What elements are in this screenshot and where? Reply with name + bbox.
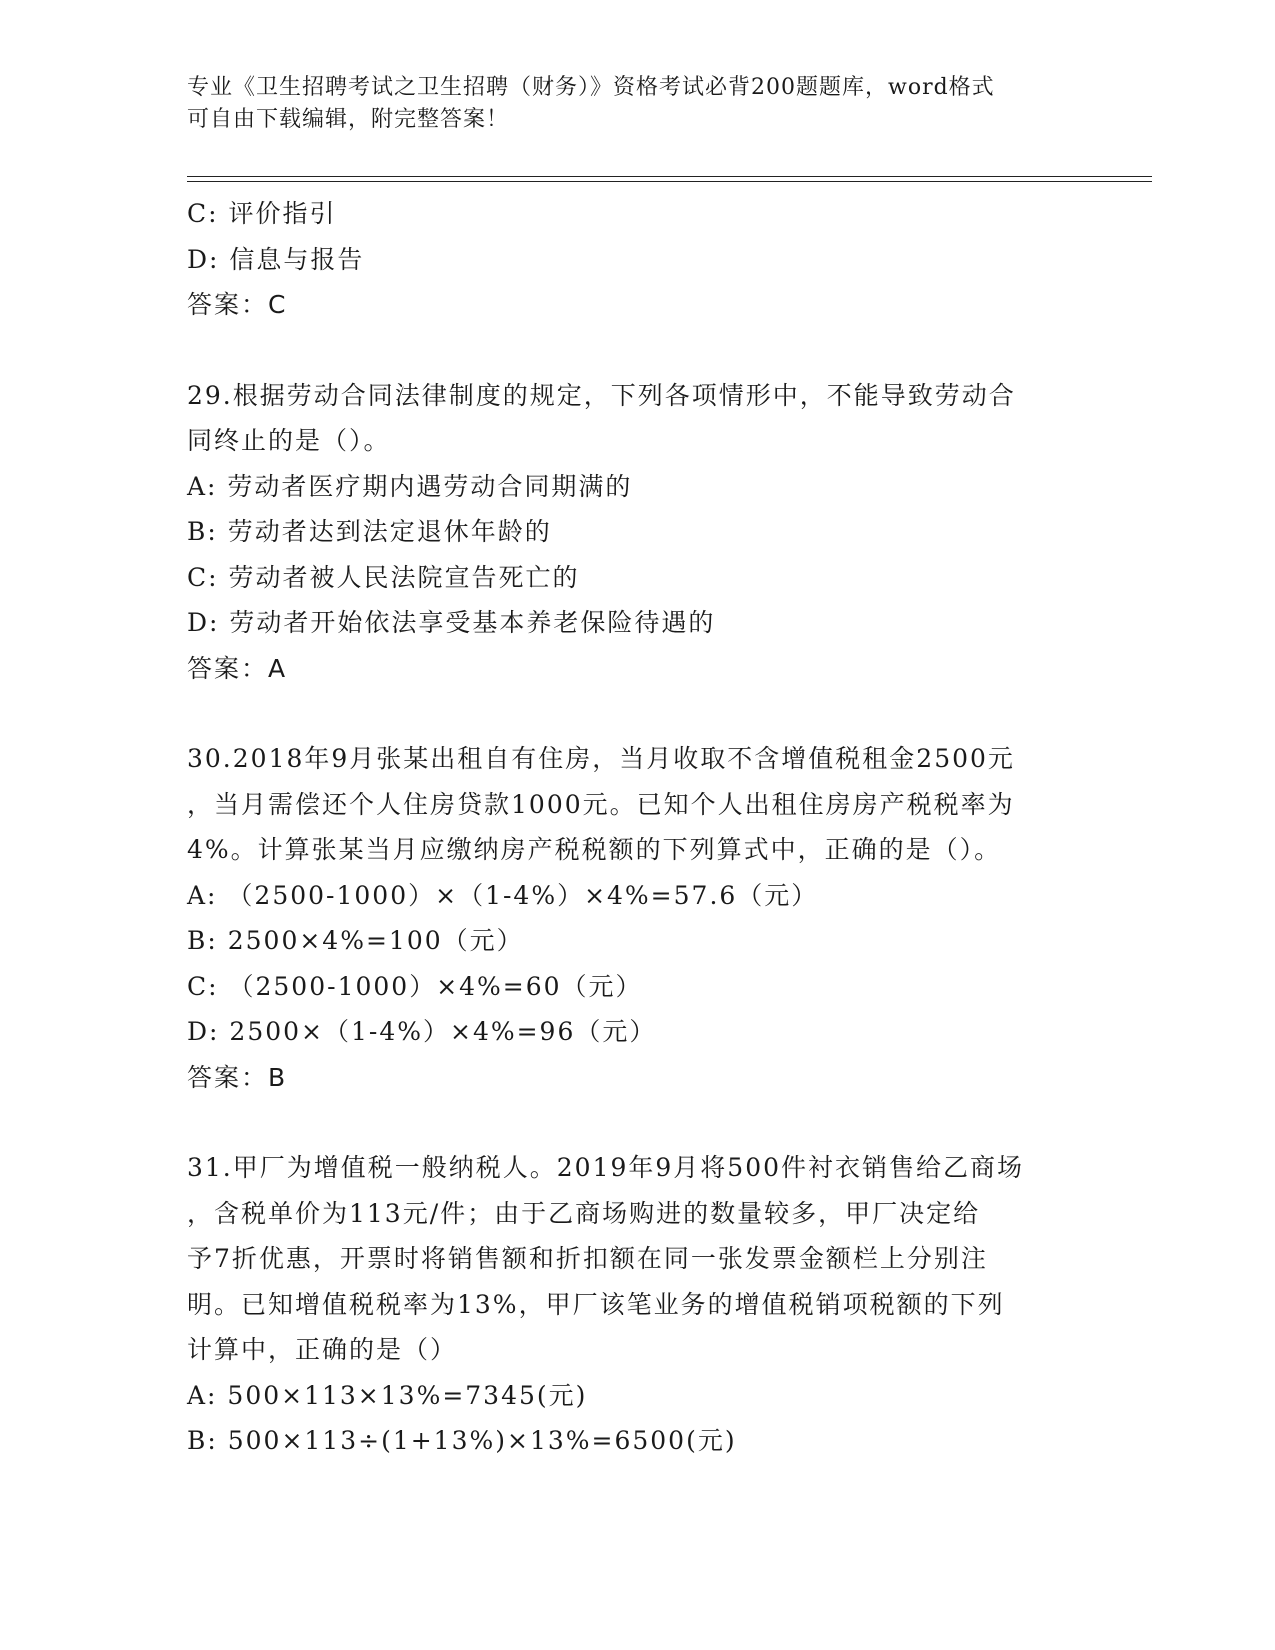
answer-line: 答案：A: [187, 653, 288, 683]
question-29: [187, 373, 1087, 692]
option-a: A: 劳动者医疗期内遇劳动合同期满的: [187, 471, 633, 501]
option-d: D: 信息与报告: [187, 244, 365, 274]
option-d: D: 劳动者开始依法享受基本养老保险待遇的: [187, 608, 716, 637]
answer-line: 答案：B: [187, 1062, 288, 1092]
question-text-line: ，当月需偿还个人住房贷款1000元。已知个人出租住房房产税税率为: [187, 789, 1015, 819]
header-line-1: 专业《卫生招聘考试之卫生招聘（财务）》资格考试必背200题题库，word格式: [187, 75, 995, 100]
question-text-line: ，含税单价为113元/件；由于乙商场购进的数量较多，甲厂决定给: [187, 1198, 981, 1228]
question-text-line: 29.根据劳动合同法律制度的规定，下列各项情形中，不能导致劳动合: [187, 380, 1016, 410]
option-b: B: 劳动者达到法定退休年龄的: [187, 517, 552, 546]
question-30: [187, 736, 1087, 1100]
question-text-line: 30.2018年9月张某出租自有住房，当月收取不含增值税租金2500元: [187, 744, 1015, 773]
question-text-line: 明。已知增值税税率为13%，甲厂该笔业务的增值税销项税额的下列: [187, 1289, 1005, 1319]
question-text-line: 予7折优惠，开票时将销售额和折扣额在同一张发票金额栏上分别注: [187, 1244, 988, 1273]
header-rule-bottom: [187, 181, 1152, 182]
header-rule-top: [187, 176, 1152, 177]
option-a: A: （2500-1000）×（1-4%）×4%=57.6（元）: [187, 880, 819, 910]
question-28: [187, 191, 1087, 328]
document-header: [187, 72, 1067, 136]
answer-line: 答案：C: [187, 290, 288, 319]
option-d: D: 2500×（1-4%）×4%=96（元）: [187, 1017, 657, 1046]
option-b: B: 2500×4%=100（元）: [187, 926, 524, 955]
question-31: [187, 1145, 1087, 1464]
header-line-2: 可自由下载编辑，附完整答案！: [187, 107, 510, 132]
option-c: C: 劳动者被人民法院宣告死亡的: [187, 562, 580, 592]
question-text-line: 计算中，正确的是（）: [187, 1335, 458, 1364]
question-list: [187, 191, 1087, 1464]
question-text-line: 4%。计算张某当月应缴纳房产税税额的下列算式中，正确的是（）。: [187, 835, 1002, 864]
option-a: A: 500×113×13%=7345(元): [187, 1380, 588, 1410]
option-c: C: 评价指引: [187, 199, 337, 228]
option-c: C: （2500-1000）×4%=60（元）: [187, 971, 643, 1001]
question-text-line: 31.甲厂为增值税一般纳税人。2019年9月将500件衬衣销售给乙商场: [187, 1153, 1025, 1182]
question-text-line: 同终止的是（）。: [187, 426, 391, 455]
option-b: B: 500×113÷(1+13%)×13%=6500(元): [187, 1426, 737, 1455]
